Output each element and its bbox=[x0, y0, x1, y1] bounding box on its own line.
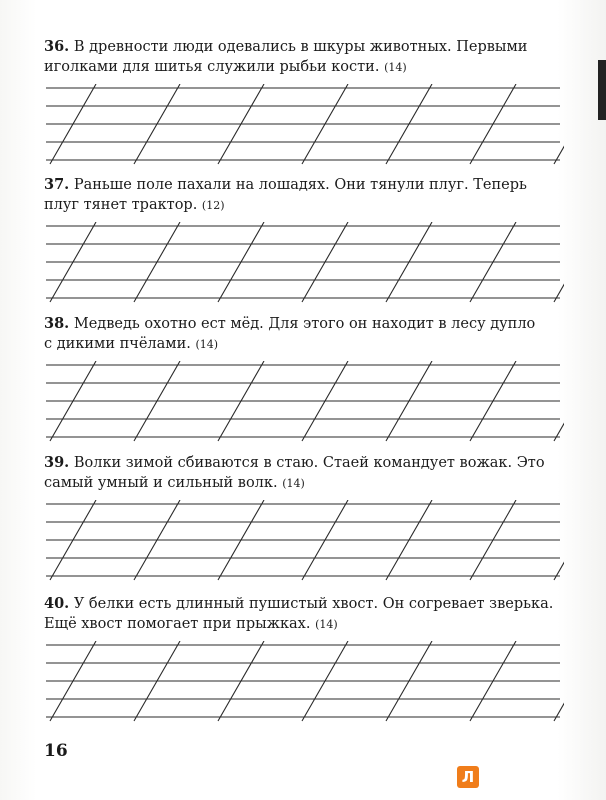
exercise-line-1: В древности люди одевались в шкуры животных. Первыми bbox=[73, 39, 528, 55]
exercise-text bbox=[44, 453, 564, 494]
exercise-number: 38. bbox=[44, 315, 70, 332]
page-edge-marker bbox=[598, 60, 606, 120]
exercise-36 bbox=[44, 37, 564, 170]
exercise-39 bbox=[44, 453, 564, 586]
exercise-line-2: с дикими пчёлами. bbox=[44, 336, 191, 352]
exercise-number: 36. bbox=[44, 38, 70, 55]
exercise-text bbox=[44, 175, 564, 216]
word-count: (14) bbox=[282, 477, 305, 490]
exercise-line-1: Медведь охотно ест мёд. Для этого он находит в лесу дупло bbox=[73, 316, 536, 332]
exercise-40 bbox=[44, 594, 564, 727]
exercise-line-2: самый умный и сильный волк. bbox=[44, 475, 278, 491]
exercise-line-1: У белки есть длинный пушистый хвост. Он согревает зверька. bbox=[73, 596, 554, 612]
page-number: 16 bbox=[44, 741, 68, 761]
exercise-number: 40. bbox=[44, 595, 70, 612]
exercise-text bbox=[44, 314, 564, 355]
exercise-text bbox=[44, 37, 564, 78]
exercise-number: 37. bbox=[44, 176, 70, 193]
word-count: (14) bbox=[384, 61, 407, 74]
handwriting-lines[interactable] bbox=[44, 500, 564, 586]
exercise-line-1: Раньше поле пахали на лошадях. Они тянули плуг. Теперь bbox=[73, 177, 527, 193]
exercise-line-2: иголками для шитья служили рыбьи кости. bbox=[44, 59, 380, 75]
word-count: (14) bbox=[315, 618, 338, 631]
exercise-line-2: Ещё хвост помогает при прыжках. bbox=[44, 616, 311, 632]
exercise-number: 39. bbox=[44, 454, 70, 471]
handwriting-lines[interactable] bbox=[44, 84, 564, 170]
exercise-line-1: Волки зимой сбиваются в стаю. Стаей командует вожак. Это bbox=[73, 455, 545, 471]
publisher-logo: Л bbox=[457, 766, 479, 788]
word-count: (12) bbox=[201, 199, 225, 212]
exercise-text bbox=[44, 594, 564, 635]
handwriting-lines[interactable] bbox=[44, 222, 564, 308]
exercise-line-2: плуг тянет трактор. bbox=[44, 197, 198, 213]
word-count: (14) bbox=[195, 338, 219, 351]
handwriting-lines[interactable] bbox=[44, 641, 564, 727]
handwriting-lines[interactable] bbox=[44, 361, 564, 447]
exercise-38 bbox=[44, 314, 564, 447]
exercise-37 bbox=[44, 175, 564, 308]
